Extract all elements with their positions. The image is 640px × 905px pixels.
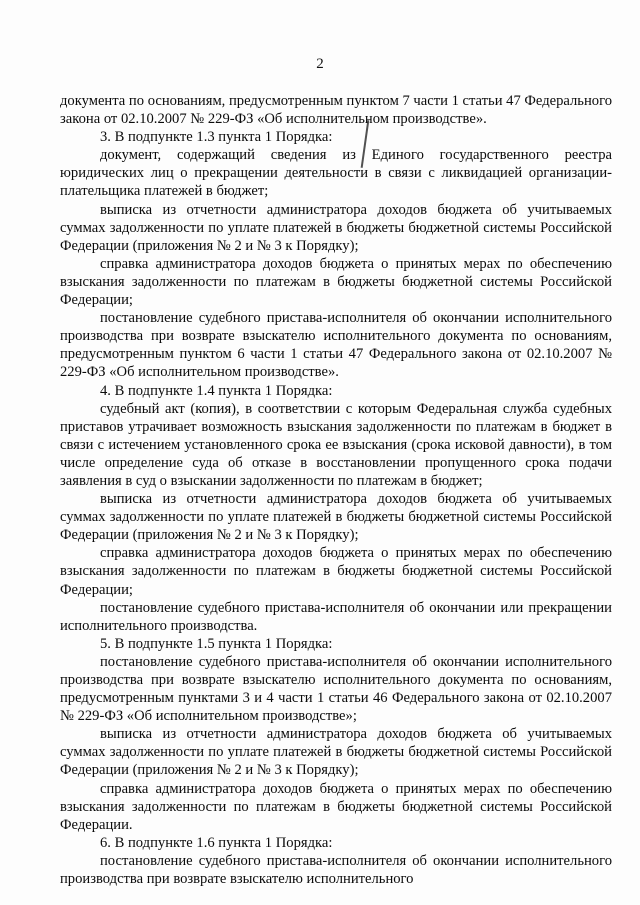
section-heading: 3. В подпункте 1.3 пункта 1 Порядка:: [100, 129, 333, 146]
section-heading: 6. В подпункте 1.6 пункта 1 Порядка:: [100, 834, 333, 851]
page-number: 2: [316, 56, 324, 72]
paragraph: выписка из отчетности администратора доходов бюджета об учитываемых суммах задолженности по уплате платежей в бюджеты бюджетной системы Российской Федерации (приложения № 2 и № 3 к Порядку);: [60, 201, 612, 254]
section-heading: 4. В подпункте 1.4 пункта 1 Порядка:: [100, 382, 333, 399]
paragraph: справка администратора доходов бюджета о принятых мерах по обеспечению взыскания задолженности по платежам в бюджеты бюджетной системы Российской Федерации.: [60, 780, 612, 833]
section-heading: 5. В подпункте 1.5 пункта 1 Порядка:: [100, 635, 333, 652]
paragraph: судебный акт (копия), в соответствии с которым Федеральная служба судебных приставов утрачивает возможность взыскания задолженности по платежам в бюджет в связи с истечением установленного срока ее взыскания (срока исковой давности), в том числе определение суда об отказе в восстановлении пропущенного срока подачи заявления в суд о взыскании задолженности по платежам в бюджет;: [60, 400, 612, 489]
paragraph: постановление судебного пристава-исполнителя об окончании исполнительного производства при возврате взыскателю исполнительного: [60, 852, 612, 888]
paragraph: выписка из отчетности администратора доходов бюджета об учитываемых суммах задолженности по уплате платежей в бюджеты бюджетной системы Российской Федерации (приложения № 2 и № 3 к Порядку);: [60, 491, 612, 544]
paragraph: справка администратора доходов бюджета о принятых мерах по обеспечению взыскания задолженности по платежам в бюджеты бюджетной системы Российской Федерации;: [60, 255, 612, 309]
paragraph: выписка из отчетности администратора доходов бюджета об учитываемых суммах задолженности по уплате платежей в бюджеты бюджетной системы Российской Федерации (приложения № 2 и № 3 к Порядку);: [60, 726, 612, 779]
paragraph: справка администратора доходов бюджета о принятых мерах по обеспечению взыскания задолженности по платежам в бюджеты бюджетной системы Российской Федерации;: [60, 545, 612, 598]
paragraph: документа по основаниям, предусмотренным пунктом 7 части 1 статьи 47 Федерального закона от 02.10.2007 № 229-ФЗ «Об исполнительном производстве».: [60, 93, 612, 128]
paragraph: постановление судебного пристава-исполнителя об окончании исполнительного производства при возврате взыскателю исполнительного документа по основаниям, предусмотренным пунктами 3 и 4 части 1 статьи 46 Федерального закона от 02.10.2007 № 229-ФЗ «Об исполнительном производстве»;: [60, 653, 612, 725]
paragraph: документ, содержащий сведения из Единого государственного реестра юридических лиц о прекращении деятельности в связи с ликвидацией организации-плательщика платежей в бюджет;: [60, 147, 612, 200]
paragraph: постановление судебного пристава-исполнителя об окончании исполнительного производства при возврате взыскателю исполнительного документа по основаниям, предусмотренным пунктом 6 части 1 статьи 47 Федерального закона от 02.10.2007 № 229-ФЗ «Об исполнительном производстве».: [60, 310, 612, 381]
paragraph: постановление судебного пристава-исполнителя об окончании или прекращении исполнительного производства.: [60, 599, 612, 634]
document-body: [60, 92, 612, 888]
